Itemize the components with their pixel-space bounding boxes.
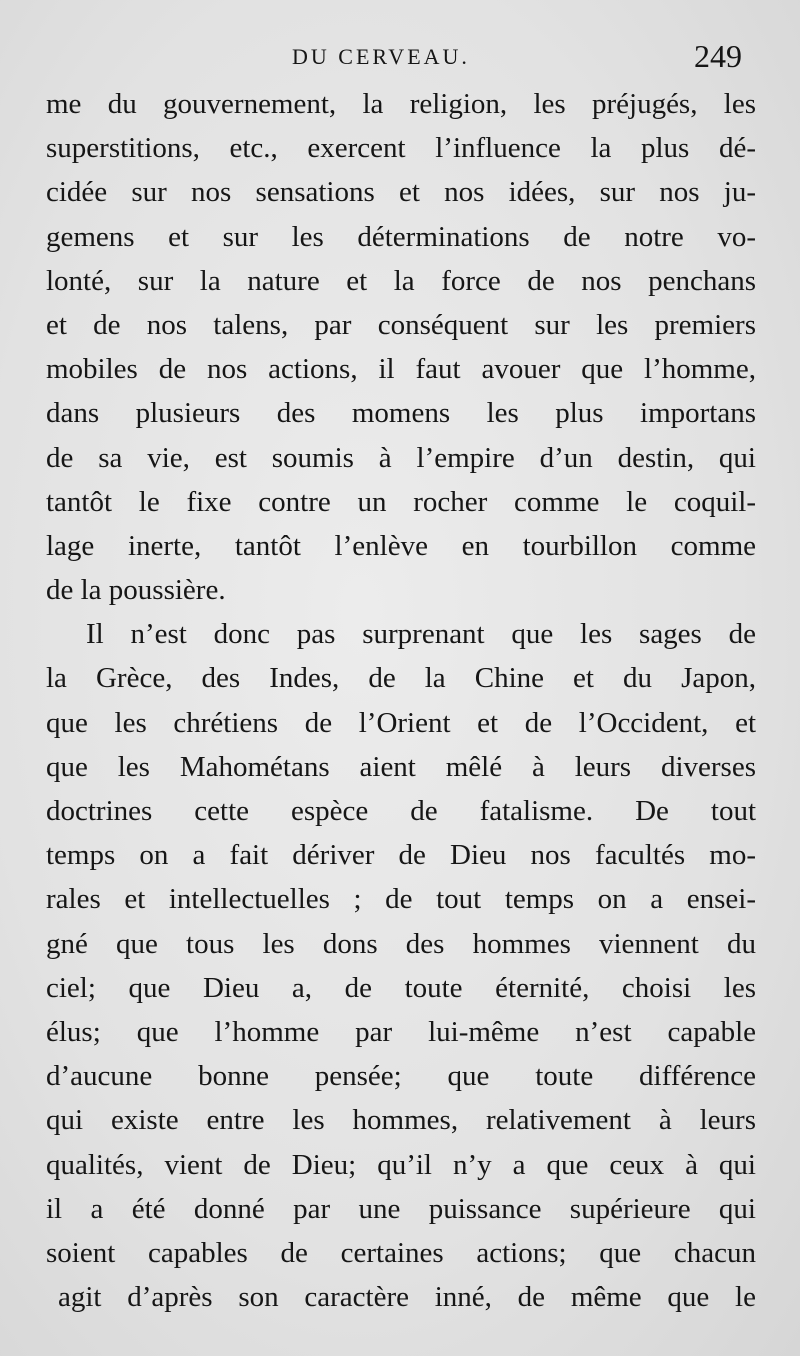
text-line: doctrines cette espèce de fatalisme. De tout <box>46 795 756 827</box>
text-line: et de nos talens, par conséquent sur les premiers <box>46 308 756 341</box>
text-line: dans plusieurs des momens les plus importans <box>46 397 756 430</box>
page-header <box>0 38 800 82</box>
text-line: mobiles de nos actions, il faut avouer que l’homme, <box>46 353 756 386</box>
text-line: de sa vie, est soumis à l’empire d’un destin, qui <box>46 441 756 474</box>
text-line: que les Mahométans aient mêlé à leurs diverses <box>46 750 756 783</box>
text-line: la Grèce, des Indes, de la Chine et du Japon, <box>46 662 756 695</box>
paragraph-end-line: de la poussière. <box>46 574 226 607</box>
text-line: rales et intellectuelles ; de tout temps on a ensei- <box>46 883 756 916</box>
text-line: gemens et sur les déterminations de notre vo- <box>46 220 756 253</box>
text-line: superstitions, etc., exercent l’influence la plus dé- <box>46 132 756 165</box>
text-line: ciel; que Dieu a, de toute éternité, choisi les <box>46 971 756 1004</box>
text-line: cidée sur nos sensations et nos idées, sur nos ju- <box>46 176 756 209</box>
body-text <box>46 82 756 1319</box>
text-line: lonté, sur la nature et la force de nos penchans <box>46 264 756 297</box>
text-line: tantôt le fixe contre un rocher comme le coquil- <box>46 485 756 518</box>
text-line: élus; que l’homme par lui-même n’est capable <box>46 1015 756 1048</box>
text-line: me du gouvernement, la religion, les préjugés, les <box>46 88 756 120</box>
text-line: d’aucune bonne pensée; que toute différence <box>46 1060 756 1093</box>
text-line: que les chrétiens de l’Orient et de l’Occident, et <box>46 706 756 739</box>
text-line: il a été donné par une puissance supérieure qui <box>46 1192 756 1225</box>
page-number: 249 <box>694 38 742 74</box>
running-head: DU CERVEAU. <box>292 44 470 69</box>
text-line: gné que tous les dons des hommes viennent du <box>46 927 756 960</box>
text-line: qui existe entre les hommes, relativement à leurs <box>46 1104 756 1137</box>
paragraph-start-line: Il n’est donc pas surprenant que les sages de <box>86 618 756 651</box>
text-line: lage inerte, tantôt l’enlève en tourbillon comme <box>46 529 756 562</box>
text-line: temps on a fait dériver de Dieu nos facultés mo- <box>46 839 756 872</box>
text-line: soient capables de certaines actions; que chacun <box>46 1236 756 1269</box>
text-line: qualités, vient de Dieu; qu’il n’y a que ceux à qui <box>46 1148 756 1181</box>
text-line: agit d’après son caractère inné, de même que le <box>58 1281 756 1314</box>
